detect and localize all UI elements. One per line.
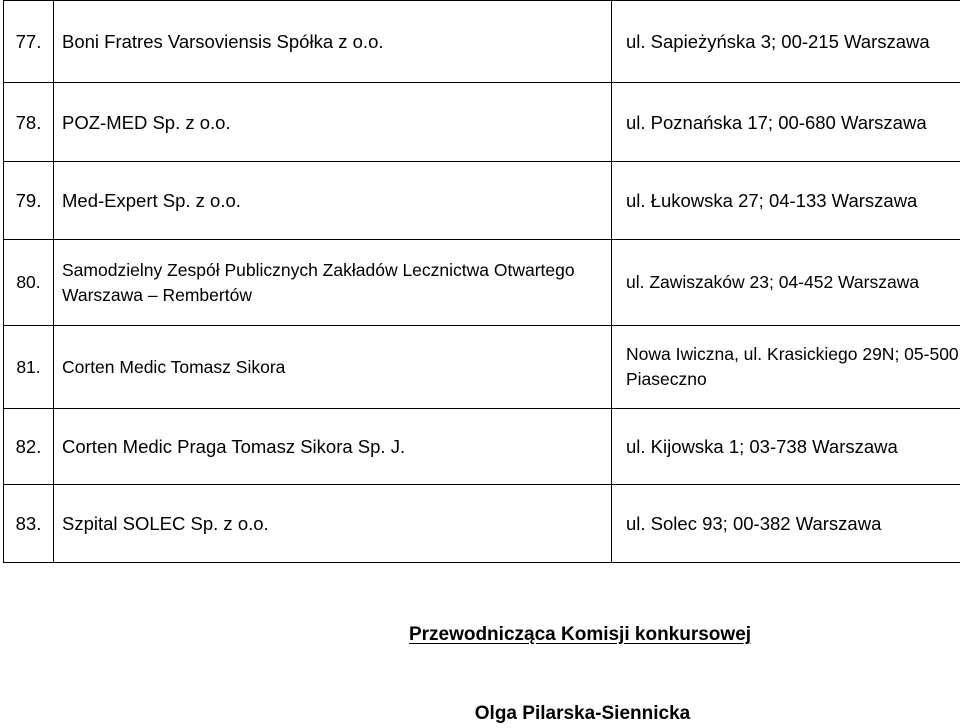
signatory-name: Olga Pilarska-Siennicka <box>474 703 691 724</box>
entry-address: Nowa Iwiczna, ul. Krasickiego 29N; 05-500 Piaseczno <box>612 326 960 409</box>
table-row <box>4 1 960 83</box>
entry-number: 78. <box>4 83 54 162</box>
commission-chair-title: Przewodnicząca Komisji konkursowej <box>408 624 752 645</box>
entry-number: 79. <box>4 162 54 240</box>
entry-address: ul. Solec 93; 00-382 Warszawa <box>612 485 960 563</box>
entry-name: Szpital SOLEC Sp. z o.o. <box>54 485 612 563</box>
entry-number: 83. <box>4 485 54 563</box>
entry-address: ul. Łukowska 27; 04-133 Warszawa <box>612 162 960 240</box>
entry-address: ul. Sapieżyńska 3; 00-215 Warszawa <box>612 1 960 83</box>
table-row <box>4 326 960 409</box>
registry-table <box>3 0 960 563</box>
entry-address: ul. Poznańska 17; 00-680 Warszawa <box>612 83 960 162</box>
entry-name: POZ-MED Sp. z o.o. <box>54 83 612 162</box>
entry-number: 81. <box>4 326 54 409</box>
table-row <box>4 240 960 326</box>
table-row <box>4 485 960 563</box>
entry-name: Samodzielny Zespół Publicznych Zakładów Lecznictwa Otwartego Warszawa – Rembertów <box>54 240 612 326</box>
table-row <box>4 162 960 240</box>
table-row <box>4 409 960 485</box>
entry-name: Med-Expert Sp. z o.o. <box>54 162 612 240</box>
entry-number: 82. <box>4 409 54 485</box>
entry-name: Boni Fratres Varsoviensis Spółka z o.o. <box>54 1 612 83</box>
entry-number: 80. <box>4 240 54 326</box>
entry-name: Corten Medic Praga Tomasz Sikora Sp. J. <box>54 409 612 485</box>
entry-name: Corten Medic Tomasz Sikora <box>54 326 612 409</box>
entry-address: ul. Zawiszaków 23; 04-452 Warszawa <box>612 240 960 326</box>
entry-number: 77. <box>4 1 54 83</box>
entry-address: ul. Kijowska 1; 03-738 Warszawa <box>612 409 960 485</box>
table-row <box>4 83 960 162</box>
